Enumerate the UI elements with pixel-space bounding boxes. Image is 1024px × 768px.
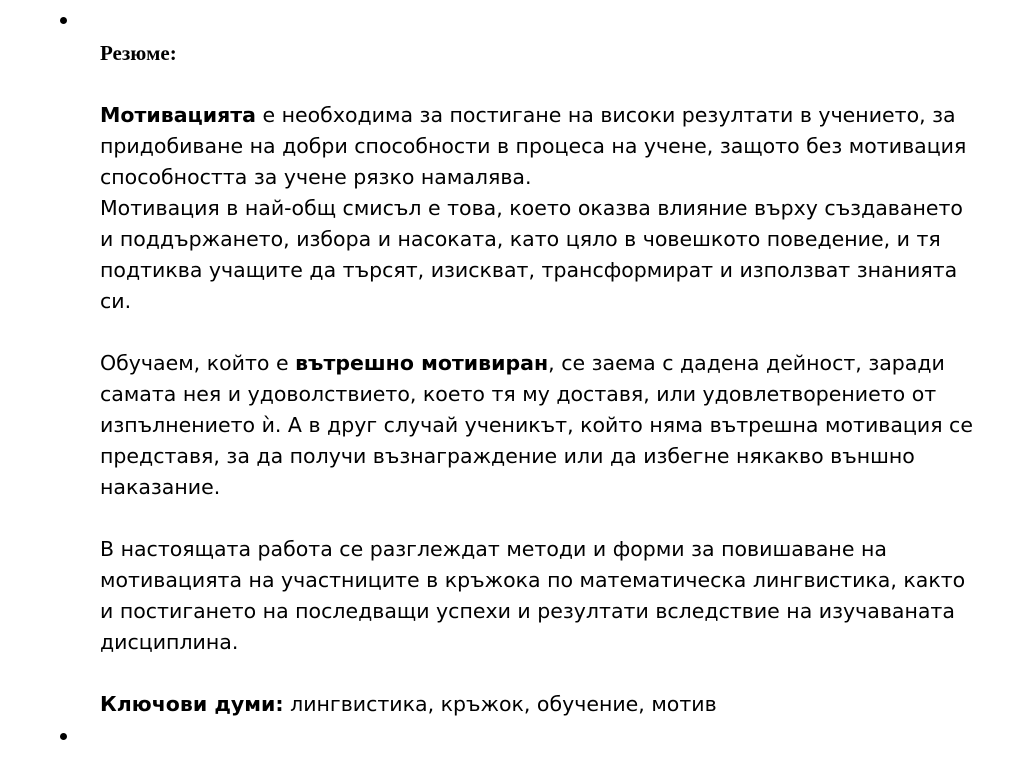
- paragraph-motivation-text: е необходима за постигане на високи резултати в учението, за придобиване на добри способности в процеса на учене, защото без мотивация способността за учене рязко намалява.: [100, 103, 967, 189]
- paragraph-scope: В настоящата работа се разглеждат методи и форми за повишаване на мотивацията на участниците в кръжока по математическа лингвистика, както и постигането на последващи успехи и резултати вследствие на изучаваната дисциплина.: [100, 537, 966, 654]
- paragraph-intrinsic-before: Обучаем, който е: [100, 351, 296, 375]
- paragraph-gap: [100, 317, 980, 348]
- paragraph-intrinsic-after: , се заема с дадена дейност, заради самата нея и удоволствието, което тя му доставя, или удовлетворението от изпълнението ѝ. А в друг случай ученикът, който няма вътрешна мотивация се представя, за да получи възнаграждение или да избегне някакво външно наказание.: [100, 351, 973, 499]
- keywords-label: Ключови думи:: [100, 692, 284, 716]
- paragraph-gap: [100, 658, 980, 689]
- paragraph-gap: [100, 503, 980, 534]
- paragraph-intrinsic-bold: вътрешно мотивиран: [295, 351, 549, 375]
- paragraph-definition: Мотивация в най-общ смисъл е това, което оказва влияние върху създаването и поддържането, избора и насоката, като цяло в човешкото поведение, и тя подтиква учащите да търсят, изискват, трансформират и използват знанията си.: [100, 196, 963, 313]
- keywords-text: лингвистика, кръжок, обучение, мотив: [283, 692, 717, 716]
- bullet-marker-bottom: [60, 733, 67, 740]
- paragraph-motivation-bold: Мотивацията: [100, 103, 256, 127]
- keywords-line: [100, 689, 980, 720]
- abstract-heading: Резюме:: [100, 41, 177, 65]
- bullet-marker-top: [60, 17, 67, 24]
- abstract-content: [100, 38, 980, 720]
- paragraph-intrinsic: [100, 348, 980, 503]
- paragraph-motivation: [100, 100, 980, 193]
